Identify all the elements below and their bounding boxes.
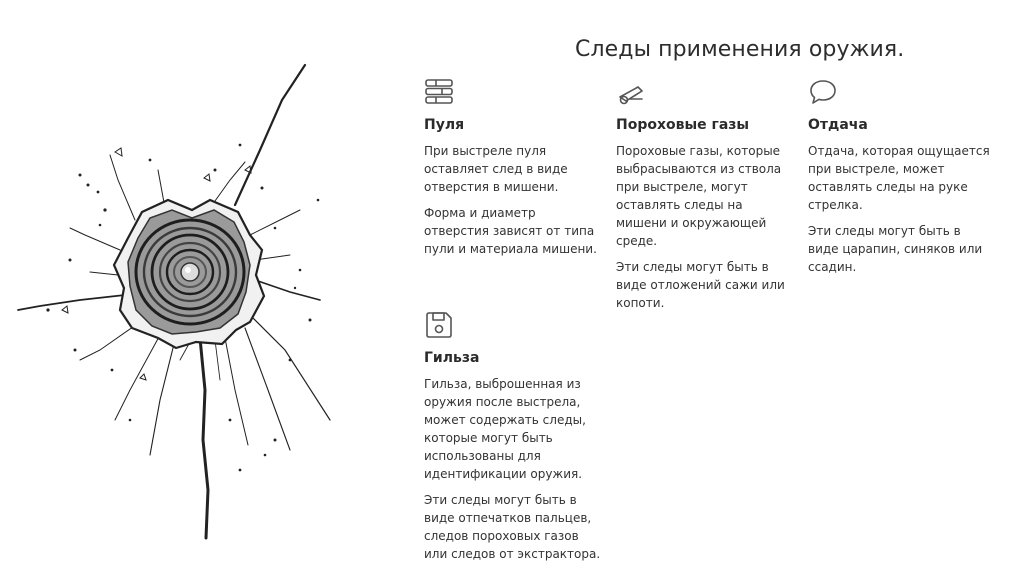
page-title: Следы применения оружия. <box>575 36 905 62</box>
card-text: Гильза, выброшенная из оружия после выстрела, может содержать следы, которые могут быть использованы для идентификации оружия. <box>424 377 586 481</box>
bullet-hole-illustration <box>0 60 350 550</box>
card-title: Отдача <box>808 117 868 133</box>
card-text: Эти следы могут быть в виде царапин, синяков или ссадин. <box>808 224 983 274</box>
card-text: Отдача, которая ощущается при выстреле, может оставлять следы на руке стрелка. <box>808 144 990 212</box>
card-title: Пороховые газы <box>616 117 750 133</box>
card-recoil <box>808 77 994 284</box>
bullet-bars-icon <box>424 77 454 107</box>
card-text: Пороховые газы, которые выбрасываются из ствола при выстреле, могут оставлять следы на мишени и окружающей среде. <box>616 144 782 248</box>
card-powder-gases <box>616 77 796 320</box>
speech-bubble-icon <box>808 77 838 107</box>
floppy-disk-icon <box>424 310 454 340</box>
card-title: Гильза <box>424 350 480 366</box>
card-text: При выстреле пуля оставляет след в виде отверстия в мишени. <box>424 144 568 194</box>
card-text: Эти следы могут быть в виде отложений сажи или копоти. <box>616 260 785 310</box>
card-casing <box>424 310 604 571</box>
cannon-icon <box>616 77 646 107</box>
card-text: Форма и диаметр отверстия зависят от типа пули и материала мишени. <box>424 206 597 256</box>
card-bullet <box>424 77 604 266</box>
card-title: Пуля <box>424 117 465 133</box>
card-text: Эти следы могут быть в виде отпечатков пальцев, следов пороховых газов или следов от экстрактора. <box>424 493 601 561</box>
